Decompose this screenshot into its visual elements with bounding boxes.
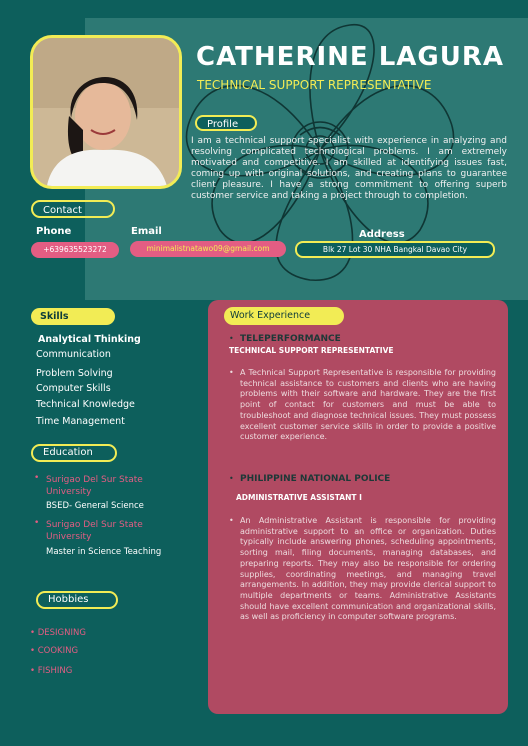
education-school: Surigao Del Sur State University — [46, 475, 143, 497]
bullet-icon: • — [229, 516, 234, 525]
education-school: Surigao Del Sur State University — [46, 520, 143, 542]
job-company: TELEPERFORMANCE — [240, 334, 341, 344]
skill-item: Technical Knowledge — [36, 399, 135, 410]
job-company: PHILIPPINE NATIONAL POLICE — [240, 474, 391, 484]
email-value: minimalistnatawo09@gmail.com — [130, 241, 286, 257]
contact-label: Contact — [31, 200, 115, 218]
bullet-icon: • — [34, 473, 40, 483]
skill-item: Communication — [36, 349, 111, 360]
profile-photo — [30, 35, 182, 189]
work-experience-card — [208, 300, 508, 714]
hobby-item — [30, 646, 78, 656]
candidate-name: CATHERINE LAGURA — [196, 42, 504, 72]
address-value: Blk 27 Lot 30 NHA Bangkal Davao City — [295, 241, 495, 258]
portrait-image — [33, 38, 179, 186]
skill-item: Problem Solving — [36, 368, 113, 379]
skill-item: Analytical Thinking — [38, 334, 141, 345]
education-label: Education — [31, 444, 117, 462]
bullet-icon: • — [229, 474, 234, 483]
bullet-icon: • — [30, 628, 38, 638]
hobby-label: FISHING — [37, 666, 73, 676]
email-label: Email — [131, 226, 162, 237]
bullet-icon: • — [229, 334, 234, 343]
phone-value: +639635523272 — [31, 242, 119, 258]
bullet-icon: • — [30, 666, 38, 676]
bullet-icon: • — [34, 518, 40, 528]
job-title: TECHNICAL SUPPORT REPRESENTATIVE — [229, 346, 394, 355]
hobby-item — [30, 666, 72, 676]
education-degree: Master in Science Teaching — [46, 547, 162, 557]
job-description: A Technical Support Representative is responsible for providing technical assistance to customers and clients who are having problems with their software and hardware. They are the first point of contact for customers and must be able to troubleshoot and diagnose technical issues. They must possess excellent customer service skills in order to provide a positive customer experience. — [240, 368, 496, 442]
hobby-label: COOKING — [37, 646, 79, 656]
address-label: Address — [359, 229, 405, 240]
profile-summary: I am a technical support specialist with experience in analyzing and resolving complicated technological problems. I am extremely motivated and competitive. I am skilled at identifying issues fast, coming up with original solutions, and creating plans to guarantee client pleasure. I have a strong commitment to offering superb customer service and taking a project through to completion. — [191, 136, 507, 201]
profile-label: Profile — [195, 115, 257, 131]
work-experience-label: Work Experience — [224, 307, 344, 325]
skills-label: Skills — [31, 308, 115, 325]
bullet-icon: • — [30, 646, 38, 656]
hobby-item — [30, 628, 86, 638]
skill-item: Computer Skills — [36, 383, 111, 394]
candidate-role: TECHNICAL SUPPORT REPRESENTATIVE — [197, 78, 432, 92]
bullet-icon: • — [229, 368, 234, 377]
education-degree: BSED- General Science — [46, 501, 144, 511]
hobbies-label: Hobbies — [36, 591, 118, 609]
hobby-label: DESIGNING — [37, 628, 86, 638]
phone-label: Phone — [36, 226, 72, 237]
skill-item: Time Management — [36, 416, 125, 427]
job-title: ADMINISTRATIVE ASSISTANT I — [236, 493, 362, 502]
job-description: An Administrative Assistant is responsible for providing administrative support to an office or organization. Duties typically include answering phones, scheduling appointments, sorting mail, filing documents, managing databases, and preparing reports. They may also be responsible for ordering supplies, coordinating meetings, and managing travel arrangements. In addition, they may provide clerical support to multiple departments or teams. Administrative Assistants should have excellent communication and organizational skills, as well as proficiency in computer software programs. — [240, 516, 496, 622]
